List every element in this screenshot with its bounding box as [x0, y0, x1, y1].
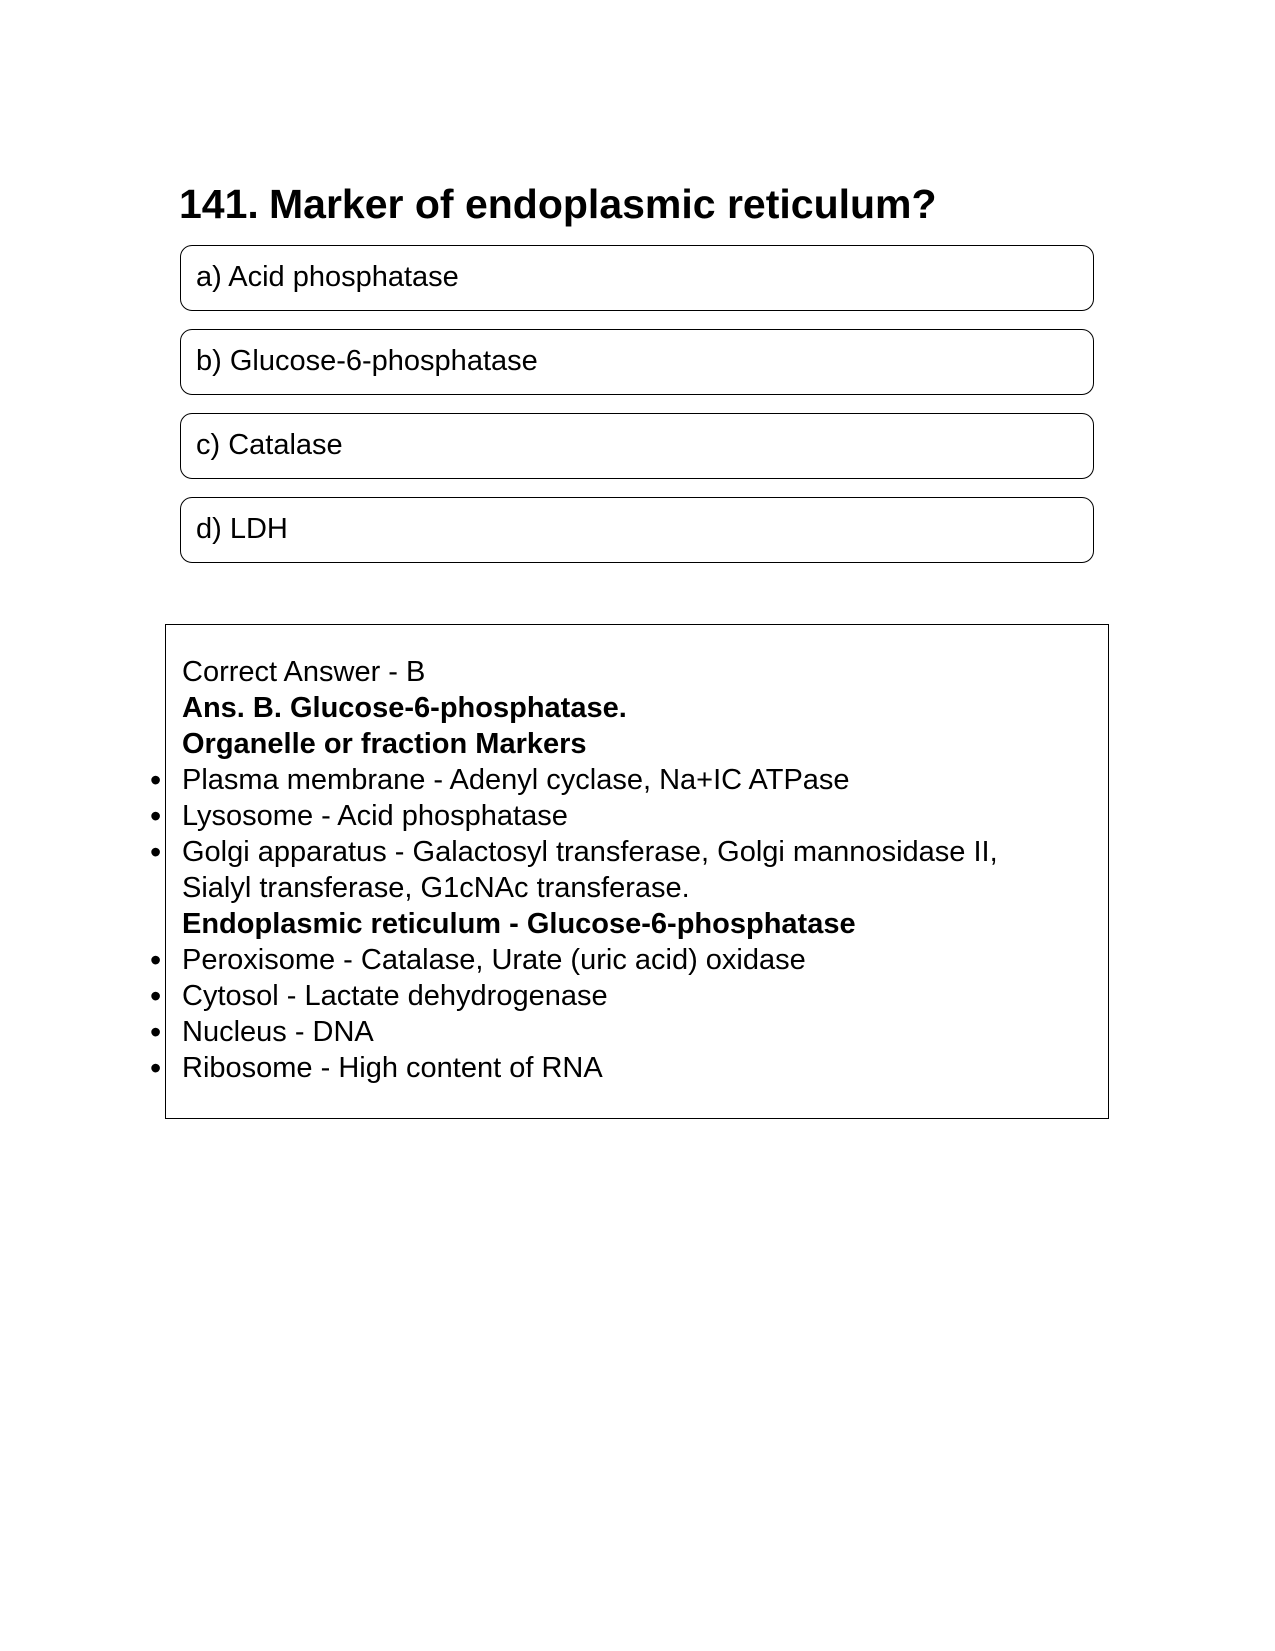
- correct-answer-line: Correct Answer - B: [182, 656, 426, 688]
- list-item-highlighted: Endoplasmic reticulum - Glucose-6-phosphatase: [182, 908, 856, 940]
- list-item: • Peroxisome - Catalase, Urate (uric acid) oxidase: [182, 942, 998, 978]
- answer-explanation: [182, 654, 998, 1086]
- option-c[interactable]: c) Catalase: [180, 413, 1094, 479]
- question-text: Marker of endoplasmic reticulum?: [269, 181, 937, 227]
- list-item: • Lysosome - Acid phosphatase: [182, 798, 998, 834]
- option-d[interactable]: d) LDH: [180, 497, 1094, 563]
- list-item-continuation: Sialyl transferase, G1cNAc transferase.: [182, 872, 690, 904]
- list-item: • Ribosome - High content of RNA: [182, 1050, 998, 1086]
- list-item: • Cytosol - Lactate dehydrogenase: [182, 978, 998, 1014]
- option-a[interactable]: a) Acid phosphatase: [180, 245, 1094, 311]
- question-number: 141.: [179, 181, 259, 227]
- markers-heading: Organelle or fraction Markers: [182, 728, 587, 760]
- list-item: • Plasma membrane - Adenyl cyclase, Na+IC ATPase: [182, 762, 998, 798]
- list-item: • Nucleus - DNA: [182, 1014, 998, 1050]
- list-item: • Golgi apparatus - Galactosyl transferase, Golgi mannosidase II,: [182, 834, 998, 870]
- question-title: [179, 178, 937, 230]
- option-b[interactable]: b) Glucose-6-phosphatase: [180, 329, 1094, 395]
- answer-summary: Ans. B. Glucose-6-phosphatase.: [182, 692, 627, 724]
